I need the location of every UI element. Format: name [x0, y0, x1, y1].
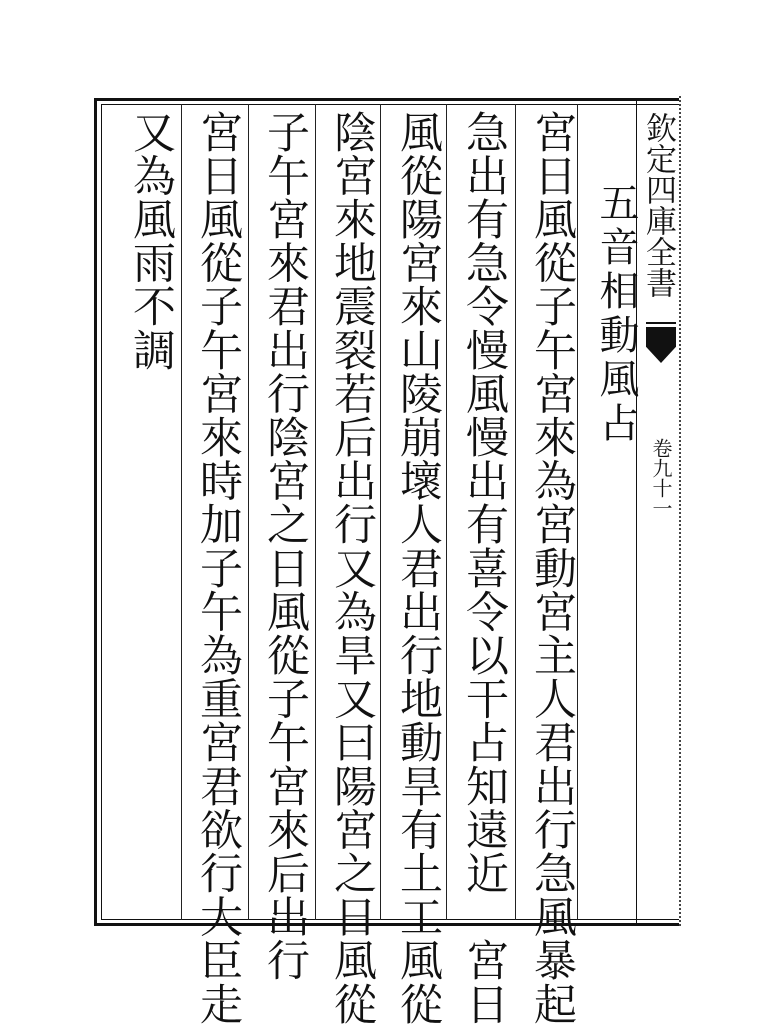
- text-column: 宮日風從子午宮來為宮動宮主人君出行急風暴起: [527, 110, 577, 1026]
- column-rule: [515, 104, 516, 920]
- text-column: 急出有急令慢風慢出有喜令以干占知遠近 宮日: [459, 110, 509, 1026]
- text-column: 風從陽宮來山陵崩壞人君出行地動旱有土工風從: [393, 110, 443, 1026]
- fishtail-rule: [646, 322, 676, 324]
- text-column: 子午宮來君出行陰宮之日風從子午宮來后出行: [260, 110, 310, 982]
- text-column: 又為風雨不調: [126, 110, 176, 372]
- book-title: 欽定四庫全書: [640, 112, 676, 298]
- volume-number: 卷九十一: [649, 438, 673, 518]
- text-column: 陰宮來地震裂若后出行又為旱又曰陽宮之日風從: [327, 110, 377, 1026]
- page-edge: [679, 96, 699, 926]
- text-column: 宮日風從子午宮來時加子午為重宮君欲行大臣走: [193, 110, 243, 1026]
- column-rule: [248, 104, 249, 920]
- column-rule: [181, 104, 182, 920]
- section-heading: 五音相動風占: [593, 182, 639, 446]
- column-rule: [315, 104, 316, 920]
